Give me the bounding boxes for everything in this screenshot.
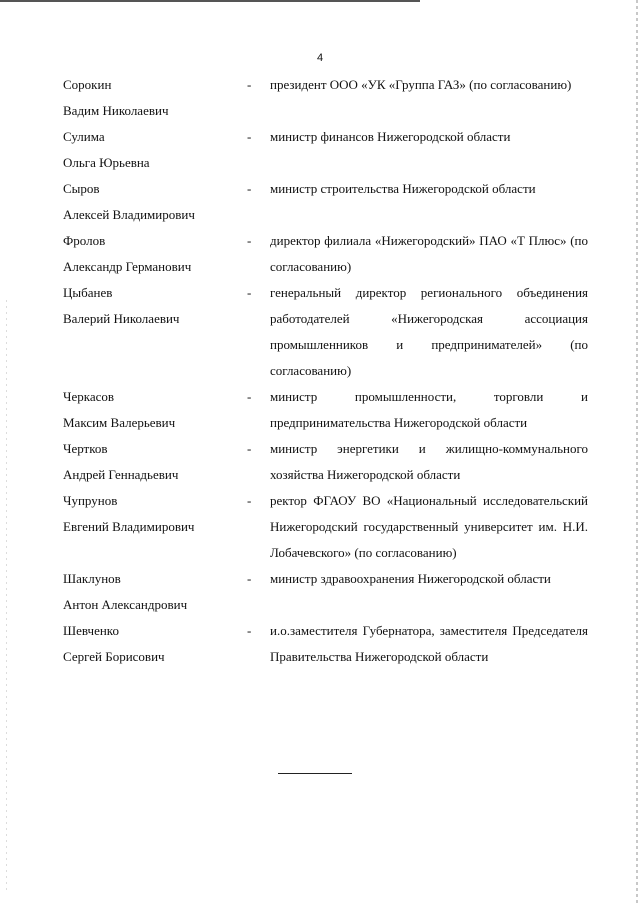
member-name xyxy=(63,384,247,436)
dash-separator: - xyxy=(247,233,252,248)
member-given-name: Андрей Геннадьевич xyxy=(63,467,179,482)
member-position: министр финансов Нижегородской области xyxy=(270,129,511,144)
member-position: министр энергетики и жилищно-коммунального хозяйства Нижегородской области xyxy=(270,441,588,482)
member-position: ректор ФГАОУ ВО «Национальный исследовательский Нижегородский государственный университет им. Н.И. Лобачевского» (по согласованию) xyxy=(270,493,588,560)
dash-separator: - xyxy=(247,77,252,92)
member-surname: Шаклунов xyxy=(63,571,121,586)
dash-separator: - xyxy=(247,571,252,586)
member-name xyxy=(63,228,247,280)
scan-edge-top xyxy=(0,0,420,2)
closing-rule xyxy=(278,773,352,774)
member-row xyxy=(63,488,588,566)
dash-separator: - xyxy=(247,285,252,300)
member-row xyxy=(63,436,588,488)
member-name xyxy=(63,176,247,228)
member-surname: Черкасов xyxy=(63,389,115,404)
page-number: 4 xyxy=(316,52,324,64)
member-row xyxy=(63,72,588,124)
member-surname: Чертков xyxy=(63,441,108,456)
scan-edge-left xyxy=(6,300,7,890)
member-given-name: Александр Германович xyxy=(63,259,192,274)
member-position: президент ООО «УК «Группа ГАЗ» (по согласованию) xyxy=(270,77,572,92)
member-name xyxy=(63,124,247,176)
member-row xyxy=(63,228,588,280)
dash-separator: - xyxy=(247,181,252,196)
member-surname: Цыбанев xyxy=(63,285,113,300)
member-name xyxy=(63,72,247,124)
member-row xyxy=(63,618,588,670)
member-name xyxy=(63,488,247,566)
member-surname: Сыров xyxy=(63,181,100,196)
member-given-name: Сергей Борисович xyxy=(63,649,165,664)
member-given-name: Алексей Владимирович xyxy=(63,207,195,222)
member-row xyxy=(63,176,588,228)
member-given-name: Максим Валерьевич xyxy=(63,415,176,430)
member-given-name: Евгений Владимирович xyxy=(63,519,195,534)
member-position: министр промышленности, торговли и предпринимательства Нижегородской области xyxy=(270,389,588,430)
member-given-name: Ольга Юрьевна xyxy=(63,155,150,170)
member-position: министр строительства Нижегородской области xyxy=(270,181,536,196)
member-given-name: Антон Александрович xyxy=(63,597,188,612)
member-name xyxy=(63,566,247,618)
member-name xyxy=(63,436,247,488)
member-position: директор филиала «Нижегородский» ПАО «Т Плюс» (по согласованию) xyxy=(270,233,588,274)
member-name xyxy=(63,280,247,384)
member-row xyxy=(63,566,588,618)
member-row xyxy=(63,124,588,176)
member-position: генеральный директор регионального объединения работодателей «Нижегородская ассоциация промышленников и предпринимателей» (по согласованию) xyxy=(270,285,588,378)
member-surname: Чупрунов xyxy=(63,493,118,508)
member-row xyxy=(63,384,588,436)
dash-separator: - xyxy=(247,493,252,508)
dash-separator: - xyxy=(247,441,252,456)
dash-separator: - xyxy=(247,129,252,144)
member-surname: Сорокин xyxy=(63,77,112,92)
member-surname: Шевченко xyxy=(63,623,119,638)
member-surname: Сулима xyxy=(63,129,105,144)
member-row xyxy=(63,280,588,384)
member-name xyxy=(63,618,247,670)
member-position: министр здравоохранения Нижегородской области xyxy=(270,571,551,586)
scan-edge-right xyxy=(636,0,638,905)
member-given-name: Валерий Николаевич xyxy=(63,311,180,326)
member-position: и.о.заместителя Губернатора, заместителя Председателя Правительства Нижегородской области xyxy=(270,623,588,664)
member-list xyxy=(63,72,588,670)
dash-separator: - xyxy=(247,623,252,638)
member-surname: Фролов xyxy=(63,233,106,248)
member-given-name: Вадим Николаевич xyxy=(63,103,169,118)
dash-separator: - xyxy=(247,389,252,404)
